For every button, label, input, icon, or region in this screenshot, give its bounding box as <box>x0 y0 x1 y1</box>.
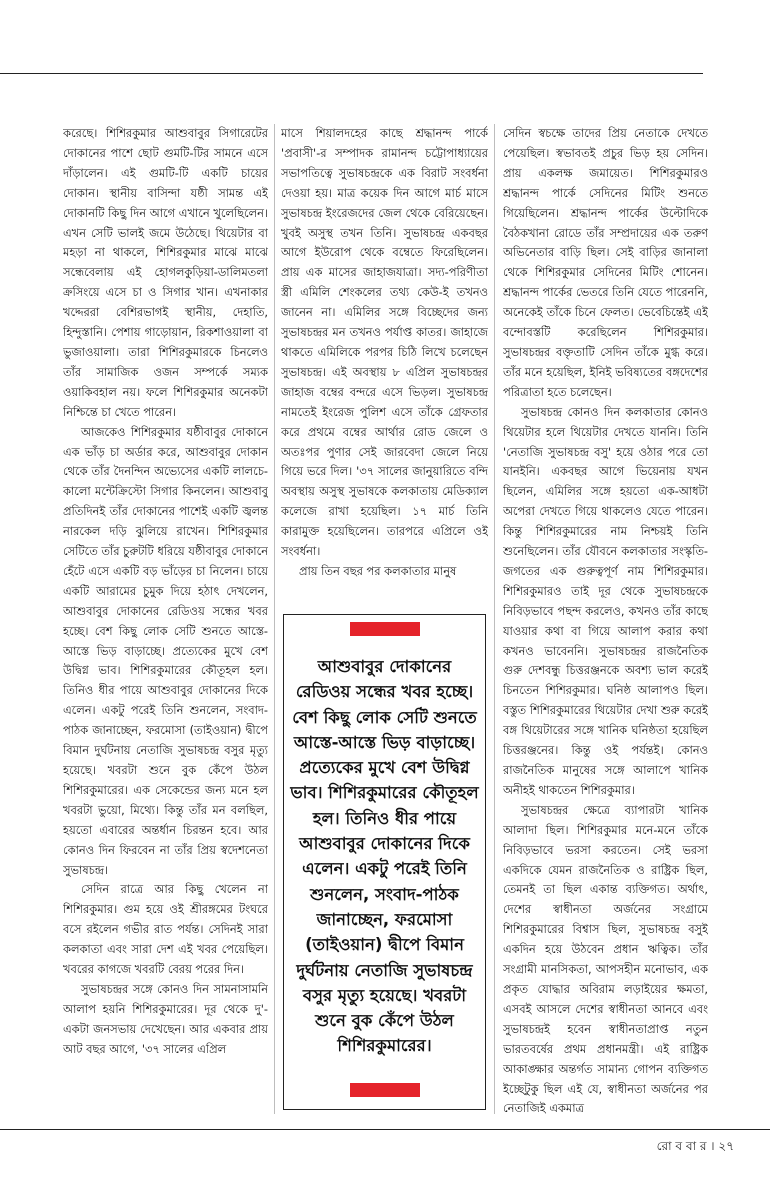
paragraph: সুভাষচন্দ্রর ক্ষেত্রে ব্যাপারটা খানিক আলাদা ছিল। শিশিরকুমার মনে-মনে তাঁকে নিবিড়ভাবে ভরসা করতেন। সেই ভরসা একদিকে যেমন রাজনৈতিক ও রাষ্ট্রিক ছিল, তেমনই তা ছিল একান্ত ব্যক্তিগত। অর্থাৎ, দেশের স্বাধীনতা অর্জনের সংগ্রামে শিশিরকুমারের বিশ্বাস ছিল, সুভাষচন্দ্র বসুই একদিন হয়ে উঠবেন প্রধান ঋত্বিক। তাঁর সংগ্রামী মানসিকতা, আপসহীন মনোভাব, এক প্রকৃত যোদ্ধার অবিরাম লড়াইয়ের ক্ষমতা, এসবই আসলে দেশের স্বাধীনতা আনবে এবং সুভাষচন্দ্রই হবেন স্বাধীনতাপ্রাপ্ত নতুন ভারতবর্ষের প্রথম প্রধানমন্ত্রী। এই রাষ্ট্রিক আকাঙ্ক্ষার অন্তর্গত সামান্য গোপন ব্যক্তিগত ইচ্ছেটুকু ছিল এই যে, স্বাধীনতা অর্জনের পর নেতাজিই একমাত্র <box>503 802 708 1116</box>
paragraph: সুভাষচন্দ্র কোনও দিন কলকাতার কোনও থিয়েটার হলে থিয়েটার দেখতে যাননি। তিনি 'নেতাজি সুভাষচন্দ্র বসু' হয়ে ওঠার পরে তো যানইনি। একবছর আগে ভিয়েনায় যখন ছিলেন, এমিলির সঙ্গে হয়তো এক-আধটা অপেরা দেখতে গিয়ে থাকলেও যেতে পারেন। কিন্তু শিশিরকুমারের নাম নিশ্চয়ই তিনি শুনেছিলেন। তাঁর যৌবনে কলকাতার সংস্কৃতি-জগতের এক গুরুত্বপূর্ণ নাম শিশিরকুমার। শিশিরকুমারও তাই দূর থেকে সুভাষচন্দ্রকে নিবিড়ভাবে পছন্দ করলেও, কখনও তাঁর কাছে যাওয়ার কথা বা গিয়ে আলাপ করার কথা কখনও ভাবেননি। সুভাষচন্দ্রর রাজনৈতিক গুরু দেশবন্ধু চিত্তরঞ্জনকে অবশ্য ভাল করেই চিনতেন শিশিরকুমার। ঘনিষ্ঠ আলাপও ছিল। বস্তুত শিশিরকুমারের থিয়েটার দেখা শুরু করেই বঙ্গ থিয়েটারের সঙ্গে খানিক ঘনিষ্ঠতা হয়েছিল চিত্তরঞ্জনের। কিন্তু ওই পর্যন্তই। কোনও রাজনৈতিক মানুষের সঙ্গে আলাপে খানিক অনীহই থাকতেন শিশিরকুমার। <box>503 404 708 797</box>
paragraph: করেছে। শিশিরকুমার আশুবাবুর সিগারেটের দোকানের পাশে ছোট গুমটি-টির সামনে এসে দাঁড়ালেন। এই গুমটি-টি একটি চায়ের দোকান। স্থানীয় বাসিন্দা যষ্ঠী সামন্ত এই দোকানটি কিছু দিন আগে এখানে খুলেছিলেন। এখন সেটি ভালই জমে উঠেছে। থিয়েটার বা মহড়া না থাকলে, শিশিরকুমার মাঝে মাঝে সন্ধেবেলায় এই হোগলকুড়িয়া-ডালিমতলা ক্রসিংয়ে এসে চা ও সিগার খান। এখনাকার খদ্দেররা বেশিরভাগই স্থানীয়, দেহাতি, হিন্দুস্তানি। পেশায় গাড়োয়ান, রিকশাওয়ালা বা ভুজাওয়ালা। তারা শিশিরকুমারকে চিনলেও তাঁর সামাজিক ওজন সম্পর্কে সম্যক ওয়াকিবহাল নয়। ফলে শিশিরকুমার অনেকটা নিশ্চিন্তে চা খেতে পারেন। <box>63 126 268 419</box>
paragraph: আজকেও শিশিরকুমার যষ্ঠীবাবুর দোকানে এক ভাঁড় চা অর্ডার করে, আশুবাবুর দোকান থেকে তাঁর দৈনন্দিন অভ্যেসের একটি লালচে-কালো মন্টেক্রিস্টো সিগার কিনলেন। আশুবাবু প্রতিদিনই তাঁর দোকানের পাশেই একটি জ্বলন্ত নারকেল দড়ি ঝুলিয়ে রাখেন। শিশিরকুমার সেটিতে তাঁর চুরুটটি ধরিয়ে যষ্ঠীবাবুর দোকানে হেঁটে এসে একটি বড় ভাঁড়ের চা নিলেন। চায়ে একটি আরামের চুমুক দিয়ে হঠাৎ দেখলেন, আশুবাবুর দোকানের রেডিওয় সন্ধের খবর হচ্ছে। বেশ কিছু লোক সেটি শুনতে আস্তে-আস্তে ভিড় বাড়াচ্ছে। প্রত্যেকের মুখে বেশ উদ্বিগ্ন ভাব। শিশিরকুমারের কৌতূহল হল। তিনিও ধীর পায়ে আশুবাবুর দোকানের দিকে এলেন। একটু পরেই তিনি শুনলেন, সংবাদ-পাঠক জানাচ্ছেন, ফরমোসা (তাইওয়ান) দ্বীপে বিমান দুর্ঘটনায় নেতাজি সুভাষচন্দ্র বসুর মৃত্যু হয়েছে। খবরটা শুনে বুক কেঁপে উঠল শিশিরকুমারের। এক সেকেন্ডের জন্য মনে হল খবরটা ভুয়ো, মিথ্যে। কিন্তু তাঁর মন বলছিল, হয়তো এবারের অন্তর্ধান চিরন্তন হবে। আর কোনও দিন ফিরবেন না তাঁর প্রিয় স্বদেশনেতা সুভাষচন্দ্র। <box>63 424 268 877</box>
article-column-1 <box>63 124 268 1128</box>
article-column-2 <box>281 124 488 602</box>
page-folio: রো ব বা র । ২৭ <box>656 1139 734 1153</box>
paragraph: মাসে শিয়ালদহের কাছে শ্রদ্ধানন্দ পার্কে 'প্রবাসী'-র সম্পাদক রামানন্দ চট্টোপাধ্যায়ের সভাপতিত্বে সুভাষচন্দ্রকে এক বিরাট সংবর্ধনা দেওয়া হয়। মাত্র কয়েক দিন আগে মার্চ মাসে সুভাষচন্দ্র ইংরেজদের জেল থেকে বেরিয়েছেন। খুবই অসুস্থ তখন তিনি। সুভাষচন্দ্র একবছর আগে ইউরোপ থেকে বম্বেতে ফিরেছিলেন। প্রায় এক মাসের জাহাজযাত্রা। সদ্য-পরিণীতা স্ত্রী এমিলি শেংকলের তথ্য কেউ-ই তখনও জানেন না। এমিলির সঙ্গে বিচ্ছেদের জন্য সুভাষচন্দ্রর মন তখনও পর্যাপ্ত কাতর। জাহাজে থাকতে এমিলিকে পরপর চিঠি লিখে চলেছেন সুভাষচন্দ্র। এই অবস্থায় ৮ এপ্রিল সুভাষচন্দ্রর জাহাজ বম্বের বন্দরে এসে ভিড়ল। সুভাষচন্দ্র নামতেই ইংরেজ পুলিশ এসে তাঁকে গ্রেফতার করে প্রথমে বম্বের আর্থার রোড জেলে ও অতঃপর পুণার সেই জারবেদা জেলে নিয়ে গিয়ে ভরে দিল। '৩৭ সালের জানুয়ারিতে বন্দি অবস্থায় অসুস্থ সুভাষকে কলকাতায় মেডিক্যাল কলেজে রাখা হয়েছিল। ১৭ মার্চ তিনি কারামুক্ত হয়েছিলেন। তারপরে এপ্রিলে ওই সংবর্ধনা। <box>281 126 488 559</box>
accent-bar-top <box>350 622 420 636</box>
bottom-rule <box>0 1129 770 1130</box>
column-divider <box>274 124 275 1114</box>
paragraph: সেদিন স্বচক্ষে তাদের প্রিয় নেতাকে দেখতে পেয়েছিল। স্বভাবতই প্রচুর ভিড় হয় সেদিন। প্রায় একলক্ষ জমায়েত। শিশিরকুমারও শ্রদ্ধানন্দ পার্কে সেদিনের মিটিং শুনতে গিয়েছিলেন। শ্রদ্ধানন্দ পার্কের উল্টোদিকে বৈঠকখানা রোডে তাঁর সম্প্রদায়ের এক তরুণ অভিনেতার বাড়ি ছিল। সেই বাড়ির জানালা থেকে শিশিরকুমার সেদিনের মিটিং শোনেন। শ্রদ্ধানন্দ পার্কের ভেতরে তিনি যেতে পারেননি, অনেকেই তাঁকে চিনে ফেলত। ভেবেচিন্তেই এই বন্দোবস্তটি করেছিলেন শিশিরকুমার। সুভাষচন্দ্রর বক্তৃতাটি সেদিন তাঁকে মুগ্ধ করে। তাঁর মনে হয়েছিল, ইনিই ভবিষ্যতের বঙ্গদেশের পরিত্রাতা হতে চলেছেন। <box>503 126 708 399</box>
article-column-3 <box>503 124 708 1128</box>
pull-quote-text: আশুবাবুর দোকানের রেডিওয় সন্ধের খবর হচ্ছে। বেশ কিছু লোক সেটি শুনতে আস্তে-আস্তে ভিড় বাড়াচ্ছে। প্রত্যেকের মুখে বেশ উদ্বিগ্ন ভাব। শিশিরকুমারের কৌতূহল হল। তিনিও ধীর পায়ে আশুবাবুর দোকানের দিকে এলেন। একটু পরেই তিনি শুনলেন, সংবাদ-পাঠক জানাচ্ছেন, ফরমোসা (তাইওয়ান) দ্বীপে বিমান দুর্ঘটনায় নেতাজি সুভাষচন্দ্র বসুর মৃত্যু হয়েছে। খবরটা শুনে বুক কেঁপে উঠল শিশিরকুমারের। <box>290 657 479 1056</box>
top-rule <box>0 73 703 74</box>
accent-bar-bottom <box>350 1083 420 1097</box>
paragraph: প্রায় তিন বছর পর কলকাতার মানুষ <box>299 563 457 578</box>
paragraph: সুভাষচন্দ্রর সঙ্গে কোনও দিন সামনাসামনি আলাপ হয়নি শিশিরকুমারের। দূর থেকে দু'-একটা জনসভায় দেখেছেন। আর একবার প্রায় আট বছর আগে, '৩৭ সালের এপ্রিল <box>63 981 268 1056</box>
pull-quote-box <box>283 614 486 1110</box>
paragraph: সেদিন রাত্রে আর কিছু খেলেন না শিশিরকুমার। গুম হয়ে ওই শ্রীরঙ্গমের টংঘরে বসে রইলেন গভীর রাত পর্যন্ত। সেদিনই সারা কলকাতা এবং সারা দেশ এই খবর পেয়েছিল। খবরের কাগজে খবরটি বেরয় পরের দিন। <box>63 882 268 977</box>
column-divider <box>494 124 495 1114</box>
